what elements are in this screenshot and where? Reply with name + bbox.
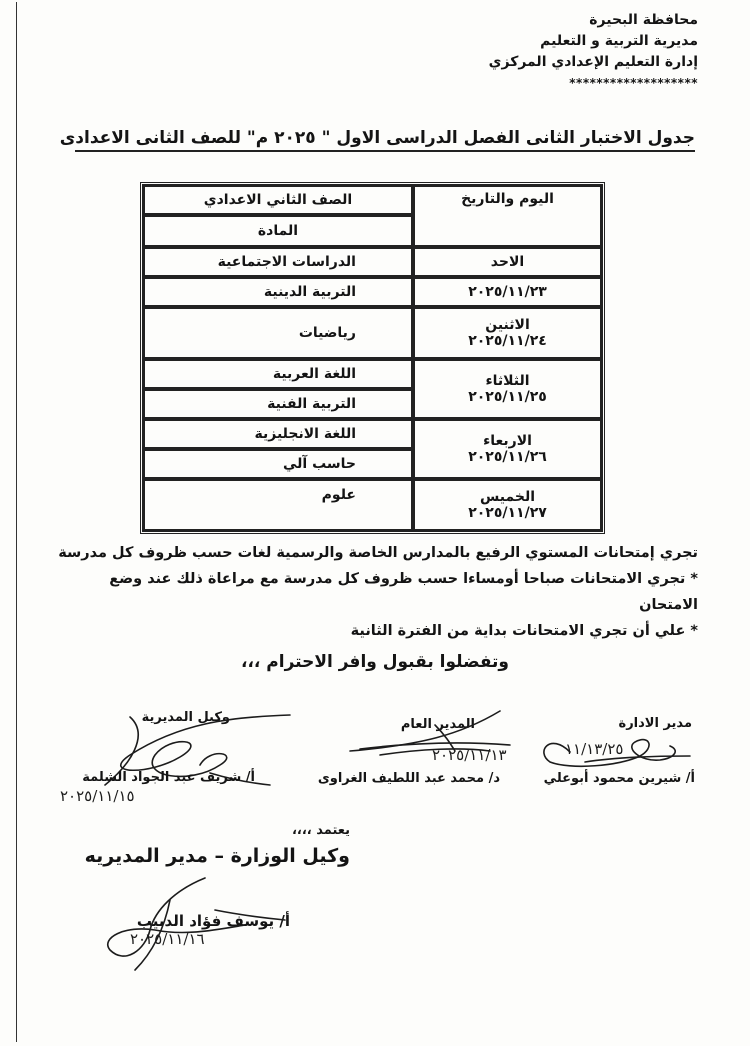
subject-cell: اللغة العربية <box>143 359 413 389</box>
approver-signature-icon <box>95 870 295 980</box>
day-cell <box>413 479 602 531</box>
exam-schedule-table <box>140 182 605 534</box>
general-manager-title: المدير العام <box>400 717 475 732</box>
closing-line: وتفضلوا بقبول وافر الاحترام ،،، <box>240 652 509 672</box>
administration: إدارة التعليم الإعدادي المركزي <box>488 54 698 70</box>
day-date: ٢٠٢٥/١١/٢٥ <box>468 389 547 405</box>
day-date: ٢٠٢٥/١١/٢٣ <box>468 284 547 300</box>
day-cell <box>413 359 602 419</box>
day-cell <box>413 277 602 307</box>
day-name: الثلاثاء <box>485 373 530 389</box>
general-manager-name: د/ محمد عبد اللطيف الغراوى <box>317 771 500 786</box>
subject-cell: حاسب آلي <box>143 449 413 479</box>
header-subject: المادة <box>143 215 413 247</box>
ministry-deputy-title: وكيل الوزارة – مدير المديريه <box>84 845 350 867</box>
admin-manager-date: ١١/١٣/٢٥ <box>565 740 624 758</box>
deputy-signature-icon <box>60 705 310 800</box>
day-cell <box>413 307 602 359</box>
subject-cell: الدراسات الاجتماعية <box>143 247 413 277</box>
day-name: الاربعاء <box>483 433 532 449</box>
day-date: ٢٠٢٥/١١/٢٤ <box>468 333 547 349</box>
governorate: محافظة البحيرة <box>589 12 698 28</box>
day-cell <box>413 419 602 479</box>
note-line: الامتحان <box>639 597 698 613</box>
letterhead <box>489 10 698 94</box>
general-manager-date: ٢٠٢٥/١١/١٣ <box>432 746 507 764</box>
deputy-date: ٢٠٢٥/١١/١٥ <box>60 787 135 805</box>
note-line: * علي أن تجري الامتحانات بداية من الفترة الثانية <box>350 623 698 639</box>
notes <box>48 540 698 644</box>
deputy-name: أ/ شريف عبد الجواد الشلمة <box>82 770 255 785</box>
directorate: مديرية التربية و التعليم <box>540 33 698 49</box>
admin-manager-name: أ/ شيرين محمود أبوعلي <box>543 771 695 786</box>
approval-label: يعتمد ،،،، <box>291 823 350 838</box>
subject-cell: اللغة الانجليزية <box>143 419 413 449</box>
approver-name: أ/ يوسف فؤاد الدبيب <box>136 912 290 930</box>
deputy-title: وكيل المديرية <box>141 710 230 725</box>
day-date: ٢٠٢٥/١١/٢٦ <box>468 449 547 465</box>
subject-cell: علوم <box>143 479 413 531</box>
subject-cell: رياضيات <box>143 307 413 359</box>
day-name: الخميس <box>479 489 536 505</box>
subject-cell: التربية الفنية <box>143 389 413 419</box>
admin-manager-title: مدير الادارة <box>618 716 692 731</box>
header-day-date: اليوم والتاريخ <box>413 185 602 247</box>
day-name: الاحد <box>490 254 525 270</box>
note-line: تجري إمتحانات المستوي الرفيع بالمدارس الخاصة والرسمية لغات حسب ظروف كل مدرسة <box>58 545 698 561</box>
page-title: جدول الاختبار الثانى الفصل الدراسى الاول " ٢٠٢٥ م" للصف الثانى الاعدادى <box>75 128 695 152</box>
subject-cell: التربية الدينية <box>143 277 413 307</box>
day-name: الاثنين <box>485 317 530 333</box>
day-cell <box>413 247 602 277</box>
stars-divider: ******************* <box>569 76 698 90</box>
note-line: * تجري الامتحانات صباحا أومساءا حسب ظروف كل مدرسة مع مراعاة ذلك عند وضع <box>109 571 698 587</box>
approval-date: ٢٠٢٥/١١/١٦ <box>130 930 205 948</box>
header-grade: الصف الثاني الاعدادي <box>143 185 413 215</box>
day-date: ٢٠٢٥/١١/٢٧ <box>468 505 547 521</box>
